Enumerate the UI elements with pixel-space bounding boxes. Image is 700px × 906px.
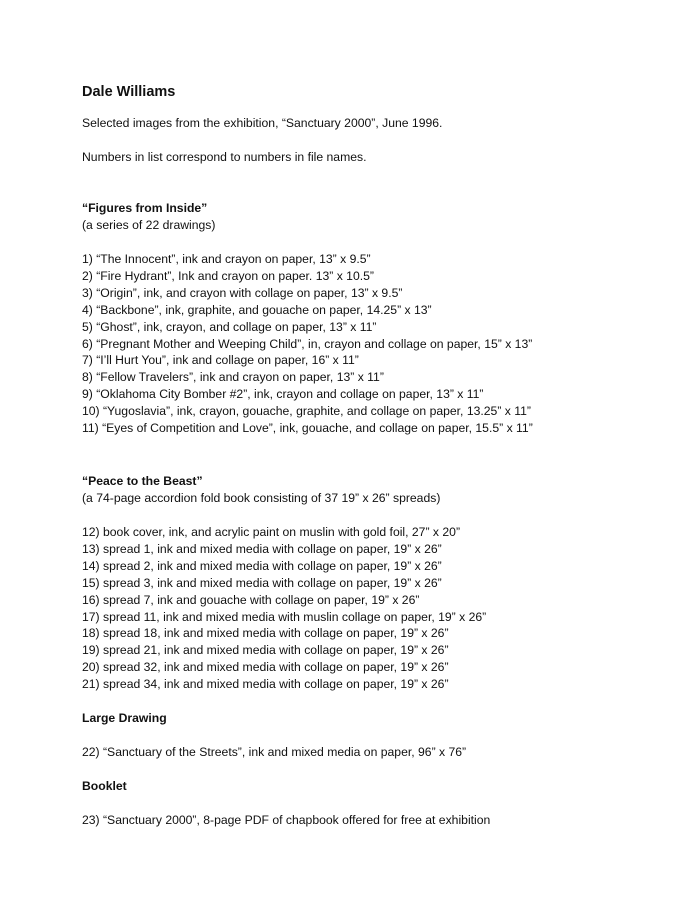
list-item: 21) spread 34, ink and mixed media with collage on paper, 19” x 26” bbox=[82, 677, 449, 692]
document-title: Dale Williams bbox=[82, 84, 176, 100]
list-item: 9) “Oklahoma City Bomber #2”, ink, crayon and collage on paper, 13” x 11” bbox=[82, 387, 484, 402]
artwork-list bbox=[82, 251, 660, 437]
section-subheading: (a 74-page accordion fold book consisting of 37 19” x 26” spreads) bbox=[82, 490, 441, 505]
list-item: 8) “Fellow Travelers”, ink and crayon on paper, 13” x 11” bbox=[82, 370, 384, 385]
list-item: 18) spread 18, ink and mixed media with collage on paper, 19” x 26” bbox=[82, 626, 449, 641]
spacer bbox=[82, 761, 660, 778]
list-item: 14) spread 2, ink and mixed media with collage on paper, 19” x 26” bbox=[82, 558, 442, 573]
list-item: 16) spread 7, ink and gouache with collage on paper, 19” x 26” bbox=[82, 592, 420, 607]
list-item: 15) spread 3, ink and mixed media with collage on paper, 19” x 26” bbox=[82, 575, 442, 590]
list-item: 12) book cover, ink, and acrylic paint on muslin with gold foil, 27” x 20” bbox=[82, 524, 461, 539]
artwork-list bbox=[82, 744, 660, 761]
intro-paragraph: Selected images from the exhibition, “Sanctuary 2000”, June 1996. bbox=[82, 116, 443, 130]
section-peace-to-the-beast bbox=[82, 473, 660, 693]
list-item: 2) “Fire Hydrant”, Ink and crayon on paper. 13” x 10.5” bbox=[82, 268, 374, 283]
section-large-drawing bbox=[82, 710, 660, 761]
section-booklet bbox=[82, 778, 660, 829]
list-item: 22) “Sanctuary of the Streets”, ink and mixed media on paper, 96” x 76” bbox=[82, 745, 467, 760]
list-item: 10) “Yugoslavia”, ink, crayon, gouache, graphite, and collage on paper, 13.25” x 11” bbox=[82, 404, 531, 419]
section-heading: Large Drawing bbox=[82, 711, 167, 726]
list-item: 5) “Ghost”, ink, crayon, and collage on paper, 13” x 11” bbox=[82, 319, 377, 334]
list-item: 17) spread 11, ink and mixed media with muslin collage on paper, 19” x 26” bbox=[82, 609, 487, 624]
list-item: 1) “The Innocent”, ink and crayon on paper, 13” x 9.5” bbox=[82, 252, 371, 266]
list-item: 13) spread 1, ink and mixed media with collage on paper, 19” x 26” bbox=[82, 541, 442, 556]
note-paragraph: Numbers in list correspond to numbers in file names. bbox=[82, 150, 367, 164]
section-figures-from-inside bbox=[82, 200, 660, 437]
section-subheading: (a series of 22 drawings) bbox=[82, 218, 216, 232]
list-item: 6) “Pregnant Mother and Weeping Child”, in, crayon and collage on paper, 15” x 13” bbox=[82, 336, 533, 351]
artwork-list bbox=[82, 524, 660, 693]
section-heading: “Figures from Inside” bbox=[82, 201, 208, 215]
list-item: 11) “Eyes of Competition and Love”, ink, gouache, and collage on paper, 15.5” x 11” bbox=[82, 421, 533, 436]
spacer bbox=[82, 437, 660, 473]
list-item: 23) “Sanctuary 2000”, 8-page PDF of chapbook offered for free at exhibition bbox=[82, 812, 491, 827]
list-item: 7) “I’ll Hurt You”, ink and collage on paper, 16” x 11” bbox=[82, 353, 359, 368]
list-item: 3) “Origin”, ink, and crayon with collage on paper, 13” x 9.5” bbox=[82, 285, 403, 300]
section-heading: Booklet bbox=[82, 778, 127, 793]
artwork-list bbox=[82, 812, 660, 829]
spacer bbox=[82, 183, 660, 200]
list-item: 4) “Backbone”, ink, graphite, and gouache on paper, 14.25” x 13” bbox=[82, 302, 432, 317]
section-heading: “Peace to the Beast” bbox=[82, 473, 203, 488]
list-item: 19) spread 21, ink and mixed media with collage on paper, 19” x 26” bbox=[82, 643, 449, 658]
spacer bbox=[82, 693, 660, 710]
list-item: 20) spread 32, ink and mixed media with collage on paper, 19” x 26” bbox=[82, 660, 449, 675]
